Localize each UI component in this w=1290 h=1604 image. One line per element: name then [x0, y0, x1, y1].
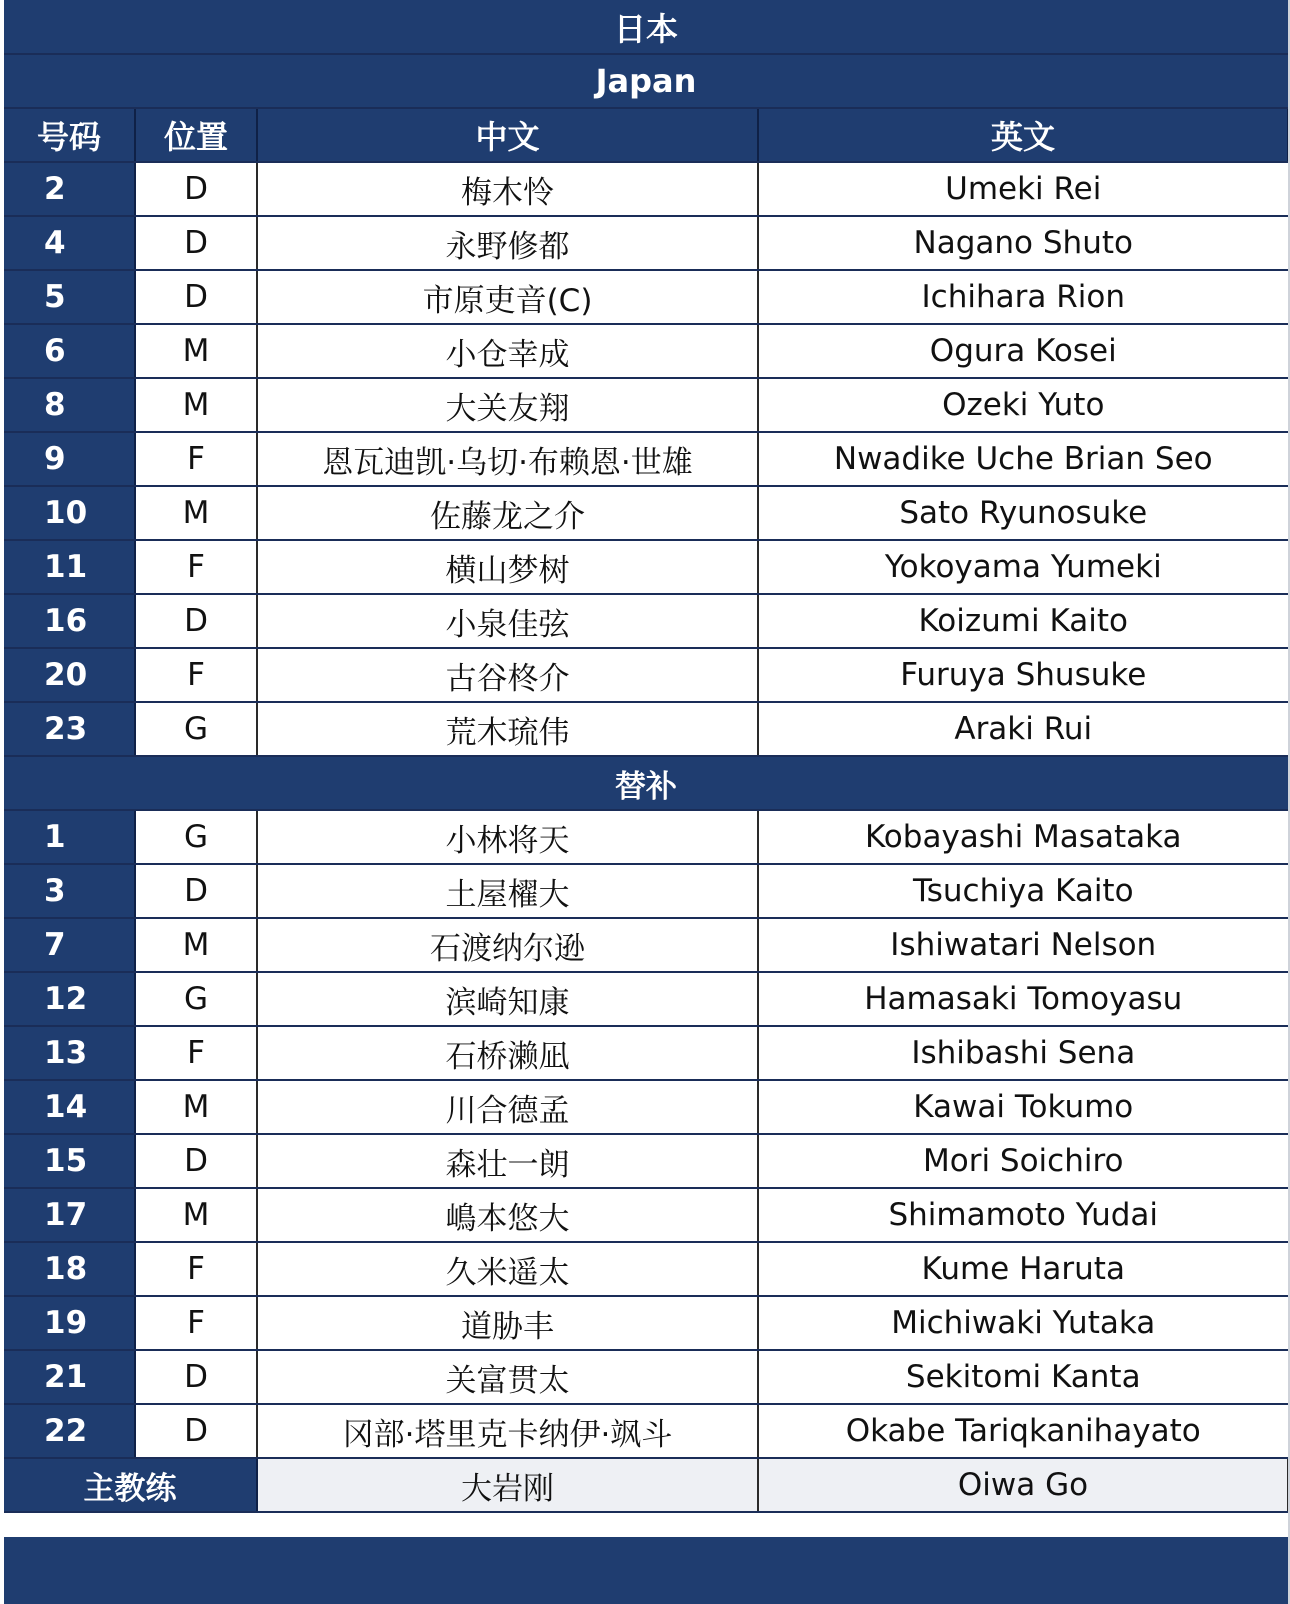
player-number: 15: [4, 1134, 135, 1188]
player-number: 14: [4, 1080, 135, 1134]
coach-chinese: 大岩刚: [257, 1458, 758, 1512]
player-name-english: Kume Haruta: [758, 1242, 1288, 1296]
player-name-english: Furuya Shusuke: [758, 648, 1288, 702]
player-name-chinese: 久米遥太: [257, 1242, 758, 1296]
player-name-english: Okabe Tariqkanihayato: [758, 1404, 1288, 1458]
player-name-english: Yokoyama Yumeki: [758, 540, 1288, 594]
player-number: 17: [4, 1188, 135, 1242]
player-name-english: Shimamoto Yudai: [758, 1188, 1288, 1242]
subs-label: 替补: [4, 756, 1288, 810]
player-number: 6: [4, 324, 135, 378]
player-row: [4, 1188, 1288, 1242]
player-row: [4, 324, 1288, 378]
player-name-english: Sato Ryunosuke: [758, 486, 1288, 540]
coach-label: 主教练: [4, 1458, 257, 1512]
player-name-chinese: 石渡纳尔逊: [257, 918, 758, 972]
player-name-english: Kawai Tokumo: [758, 1080, 1288, 1134]
player-name-chinese: 梅木怜: [257, 162, 758, 216]
header-row: [4, 108, 1288, 162]
player-name-english: Kobayashi Masataka: [758, 810, 1288, 864]
player-name-english: Ichihara Rion: [758, 270, 1288, 324]
player-row: [4, 972, 1288, 1026]
player-row: [4, 702, 1288, 756]
player-name-chinese: 石桥濑凪: [257, 1026, 758, 1080]
player-number: 2: [4, 162, 135, 216]
player-name-english: Umeki Rei: [758, 162, 1288, 216]
player-position: G: [135, 810, 257, 864]
subtitle-row: [4, 54, 1288, 108]
player-number: 19: [4, 1296, 135, 1350]
player-row: [4, 540, 1288, 594]
player-row: [4, 432, 1288, 486]
team-title: 日本: [4, 0, 1288, 54]
player-position: G: [135, 702, 257, 756]
player-position: F: [135, 540, 257, 594]
player-position: M: [135, 378, 257, 432]
player-row: [4, 1404, 1288, 1458]
player-name-english: Araki Rui: [758, 702, 1288, 756]
player-position: D: [135, 162, 257, 216]
roster-body: [4, 0, 1288, 1512]
player-position: M: [135, 1188, 257, 1242]
player-row: [4, 1026, 1288, 1080]
player-name-chinese: 恩瓦迪凯·乌切·布赖恩·世雄: [257, 432, 758, 486]
player-name-chinese: 永野修都: [257, 216, 758, 270]
player-name-english: Ishibashi Sena: [758, 1026, 1288, 1080]
player-number: 20: [4, 648, 135, 702]
player-position: M: [135, 324, 257, 378]
player-name-chinese: 关富贯太: [257, 1350, 758, 1404]
title-row: [4, 0, 1288, 54]
footer-band: [4, 1537, 1288, 1604]
player-row: [4, 594, 1288, 648]
player-name-chinese: 滨崎知康: [257, 972, 758, 1026]
player-name-english: Tsuchiya Kaito: [758, 864, 1288, 918]
player-number: 21: [4, 1350, 135, 1404]
player-row: [4, 1296, 1288, 1350]
player-row: [4, 216, 1288, 270]
player-row: [4, 378, 1288, 432]
player-number: 8: [4, 378, 135, 432]
player-row: [4, 1350, 1288, 1404]
player-name-english: Nwadike Uche Brian Seo: [758, 432, 1288, 486]
player-number: 3: [4, 864, 135, 918]
player-name-chinese: 荒木琉伟: [257, 702, 758, 756]
player-position: F: [135, 1242, 257, 1296]
player-name-chinese: 小林将天: [257, 810, 758, 864]
player-row: [4, 1242, 1288, 1296]
player-number: 4: [4, 216, 135, 270]
player-name-english: Ishiwatari Nelson: [758, 918, 1288, 972]
player-number: 11: [4, 540, 135, 594]
player-position: G: [135, 972, 257, 1026]
player-name-chinese: 古谷柊介: [257, 648, 758, 702]
player-name-chinese: 横山梦树: [257, 540, 758, 594]
player-name-chinese: 大关友翔: [257, 378, 758, 432]
player-position: M: [135, 486, 257, 540]
player-row: [4, 810, 1288, 864]
player-name-chinese: 小仓幸成: [257, 324, 758, 378]
player-row: [4, 1134, 1288, 1188]
header-english: 英文: [758, 108, 1288, 162]
player-name-chinese: 川合德孟: [257, 1080, 758, 1134]
player-position: D: [135, 1350, 257, 1404]
player-name-english: Ozeki Yuto: [758, 378, 1288, 432]
subs-divider-row: [4, 756, 1288, 810]
header-number: 号码: [4, 108, 135, 162]
coach-row: [4, 1458, 1288, 1512]
player-name-english: Mori Soichiro: [758, 1134, 1288, 1188]
player-name-english: Sekitomi Kanta: [758, 1350, 1288, 1404]
player-name-chinese: 森壮一朗: [257, 1134, 758, 1188]
player-row: [4, 648, 1288, 702]
player-row: [4, 162, 1288, 216]
coach-english: Oiwa Go: [758, 1458, 1288, 1512]
player-position: D: [135, 270, 257, 324]
player-number: 12: [4, 972, 135, 1026]
player-position: D: [135, 1134, 257, 1188]
player-number: 22: [4, 1404, 135, 1458]
player-row: [4, 864, 1288, 918]
player-name-chinese: 市原吏音(C): [257, 270, 758, 324]
player-name-chinese: 冈部·塔里克卡纳伊·飒斗: [257, 1404, 758, 1458]
player-position: D: [135, 1404, 257, 1458]
player-name-chinese: 佐藤龙之介: [257, 486, 758, 540]
player-position: F: [135, 1296, 257, 1350]
player-name-chinese: 道胁丰: [257, 1296, 758, 1350]
player-number: 13: [4, 1026, 135, 1080]
player-name-chinese: 土屋櫂大: [257, 864, 758, 918]
header-chinese: 中文: [257, 108, 758, 162]
player-row: [4, 1080, 1288, 1134]
player-position: D: [135, 216, 257, 270]
player-number: 1: [4, 810, 135, 864]
player-position: D: [135, 864, 257, 918]
player-number: 5: [4, 270, 135, 324]
player-position: M: [135, 1080, 257, 1134]
roster-table: [4, 0, 1289, 1513]
player-number: 23: [4, 702, 135, 756]
player-number: 16: [4, 594, 135, 648]
header-position: 位置: [135, 108, 257, 162]
player-name-english: Ogura Kosei: [758, 324, 1288, 378]
player-row: [4, 486, 1288, 540]
player-number: 18: [4, 1242, 135, 1296]
player-name-english: Michiwaki Yutaka: [758, 1296, 1288, 1350]
player-number: 7: [4, 918, 135, 972]
player-position: F: [135, 432, 257, 486]
player-name-english: Hamasaki Tomoyasu: [758, 972, 1288, 1026]
player-position: F: [135, 1026, 257, 1080]
player-position: F: [135, 648, 257, 702]
player-name-chinese: 小泉佳弦: [257, 594, 758, 648]
player-name-chinese: 嶋本悠大: [257, 1188, 758, 1242]
player-position: M: [135, 918, 257, 972]
team-subtitle: Japan: [4, 54, 1288, 108]
player-name-english: Koizumi Kaito: [758, 594, 1288, 648]
player-name-english: Nagano Shuto: [758, 216, 1288, 270]
player-row: [4, 270, 1288, 324]
player-position: D: [135, 594, 257, 648]
player-row: [4, 918, 1288, 972]
player-number: 9: [4, 432, 135, 486]
player-number: 10: [4, 486, 135, 540]
